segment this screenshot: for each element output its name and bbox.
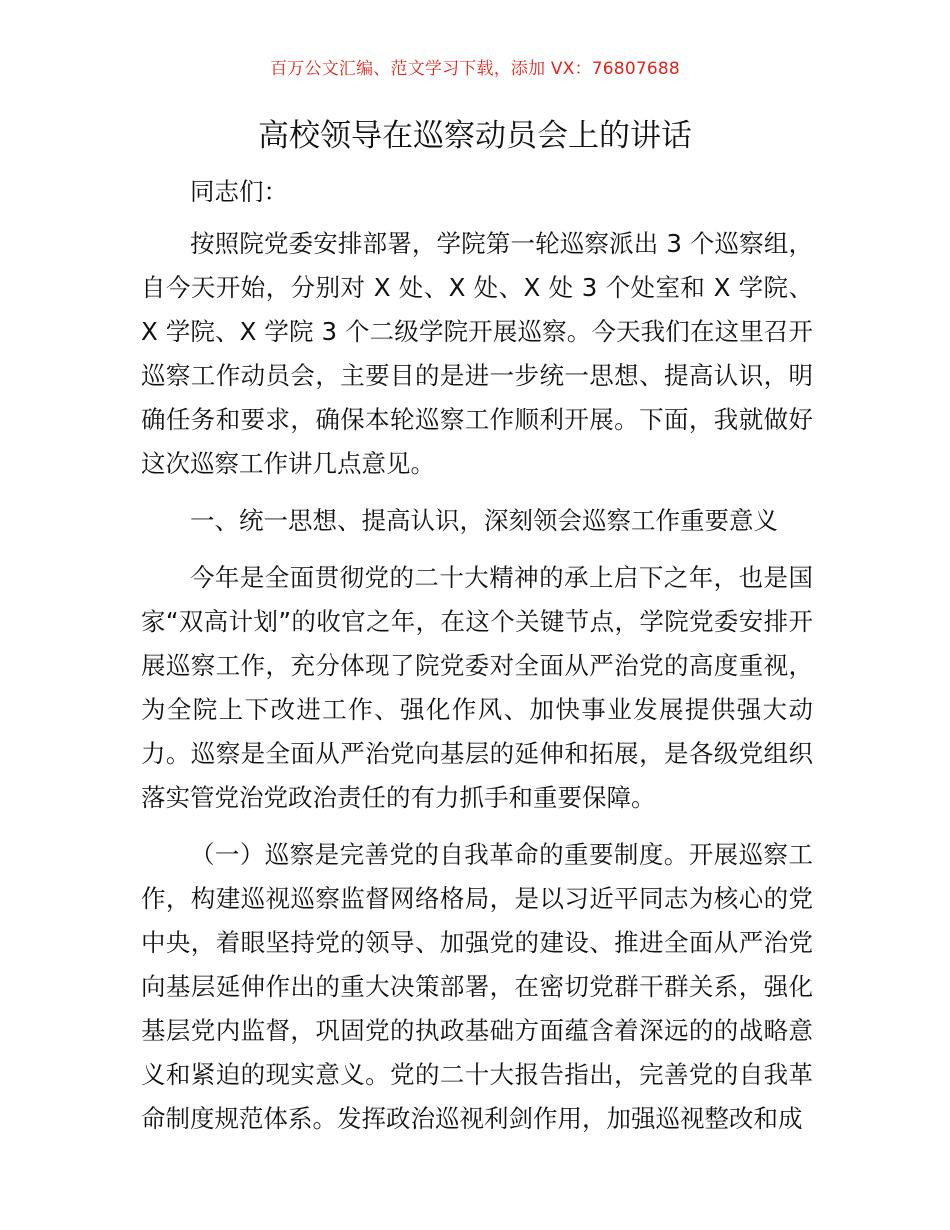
paragraph-intro: 按照院党委安排部署，学院第一轮巡察派出 3 个巡察组，自今天开始，分别对 X 处、X 处、X 处 3 个处室和 X 学院、X 学院、X 学院 3 个二级学院开展巡察。今天我们在这里召开巡察工作动员会，主要目的是进一步统一思想、提高认识，明确任务和要求，确保本轮巡察工作顺利开展。下面，我就做好这次巡察工作讲几点意见。 [141, 229, 813, 478]
paragraph-subsection-1: （一）巡察是完善党的自我革命的重要制度。开展巡察工作，构建巡视巡察监督网络格局，是以习近平同志为核心的党中央，着眼坚持党的领导、加强党的建设、推进全面从严治党向基层延伸作出的重大决策部署，在密切党群干群关系，强化基层党内监督，巩固党的执政基础方面蕴含着深远的的战略意义和紧迫的现实意义。党的二十大报告指出，完善党的自我革命制度规范体系。发挥政治巡视利剑作用，加强巡视整改和成 [141, 840, 813, 1133]
paragraph-significance: 今年是全面贯彻党的二十大精神的承上启下之年，也是国家“双高计划”的收官之年，在这个关键节点，学院党委安排开展巡察工作，充分体现了院党委对全面从严治党的高度重视，为全院上下改进工作、强化作风、加快事业发展提供强大动力。巡察是全面从严治党向基层的延伸和拓展，是各级党组织落实管党治党政治责任的有力抓手和重要保障。 [141, 563, 813, 812]
section-heading-1: 一、统一思想、提高认识，深刻领会巡察工作重要意义 [190, 506, 778, 535]
salutation: 同志们： [190, 177, 288, 206]
header-banner: 百万公文汇编、范文学习下载，添加 VX：76807688 [270, 59, 680, 79]
document-title: 高校领导在巡察动员会上的讲话 [258, 118, 692, 154]
document-body [141, 170, 813, 1154]
